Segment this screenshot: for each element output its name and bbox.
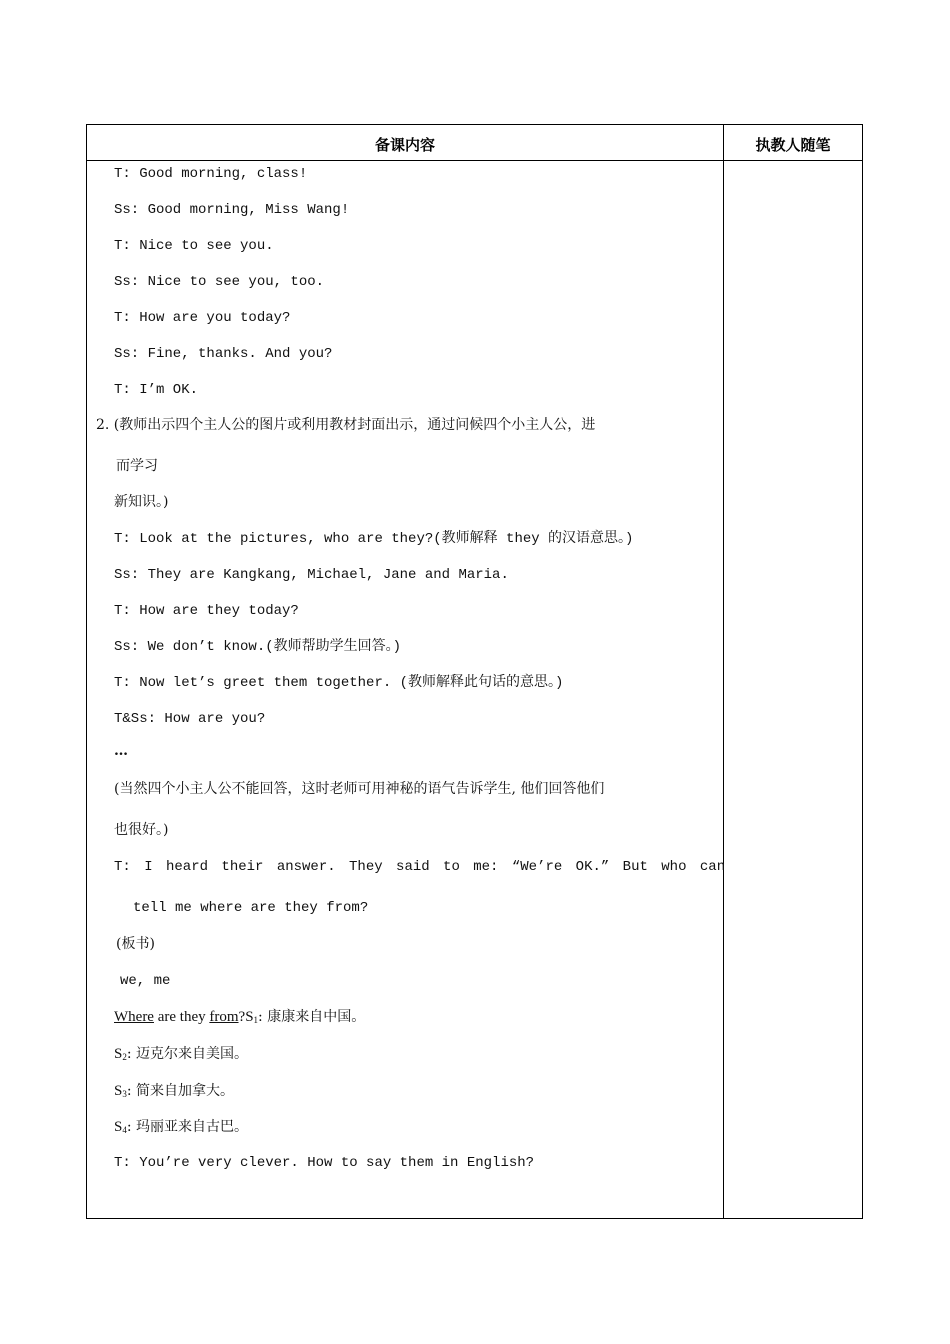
dialogue-line: Ss: Nice to see you, too. (114, 274, 325, 290)
table-header-row (87, 125, 862, 161)
instruction-continued: 而学习 (116, 458, 158, 474)
dialogue-line: Ss: Fine, thanks. And you? (114, 346, 333, 362)
dialogue-line: Ss: We don’t know.(教师帮助学生回答。) (114, 639, 402, 655)
ellipsis: … (114, 743, 128, 759)
teacher-note: (当然四个小主人公不能回答，这时老师可用神秘的语气告诉学生, 他们回答他们 (114, 781, 605, 797)
dialogue-line: T: You’re very clever. How to say them in English? (114, 1155, 535, 1171)
student-answer: $S_4$: 玛丽亚来自古巴。 (114, 1119, 249, 1135)
dialogue-line: T: How are they today? (114, 603, 299, 619)
header-lesson-content: 备课内容 (374, 136, 435, 154)
dialogue-line: T: I’m OK. (114, 382, 199, 398)
step-2-instruction: 2. (教师出示四个主人公的图片或利用教材封面出示，通过问候四个小主人公，进 (96, 417, 596, 433)
blackboard-words: we, me (120, 973, 171, 989)
dialogue-line: Ss: They are Kangkang, Michael, Jane and Maria. (114, 567, 509, 583)
dialogue-line: T: How are you today? (114, 310, 291, 326)
dialogue-line: T: Nice to see you. (114, 238, 274, 254)
header-teacher-notes: 执教人随笔 (755, 136, 831, 154)
dialogue-line: T&Ss: How are you? (114, 711, 266, 727)
column-divider (723, 125, 724, 1218)
dialogue-line: T: Now let’s greet them together. (教师解释此句话的意思。) (114, 675, 564, 691)
student-answer: $S_2$: 迈克尔来自美国。 (114, 1046, 249, 1062)
instruction-continued: 新知识。) (114, 494, 169, 510)
dialogue-line: T: Look at the pictures, who are they?(教师解释 they 的汉语意思。) (114, 531, 634, 547)
dialogue-line: T: Good morning, class! (114, 166, 308, 182)
blackboard-label: (板书) (116, 936, 155, 952)
dialogue-line: Ss: Good morning, Miss Wang! (114, 202, 350, 218)
word-where: Where (114, 1009, 154, 1025)
word-from: from (209, 1009, 239, 1025)
teacher-note-continued: 也很好。) (114, 822, 169, 838)
blackboard-question: Where are they $from?S_1$: 康康来自中国。 (114, 1009, 366, 1025)
dialogue-line: T: I heard their answer. They said to me: “We’re OK.” But who can (114, 859, 726, 875)
student-answer: $S_3$: 简来自加拿大。 (114, 1083, 235, 1099)
dialogue-line: tell me where are they from? (133, 900, 369, 916)
